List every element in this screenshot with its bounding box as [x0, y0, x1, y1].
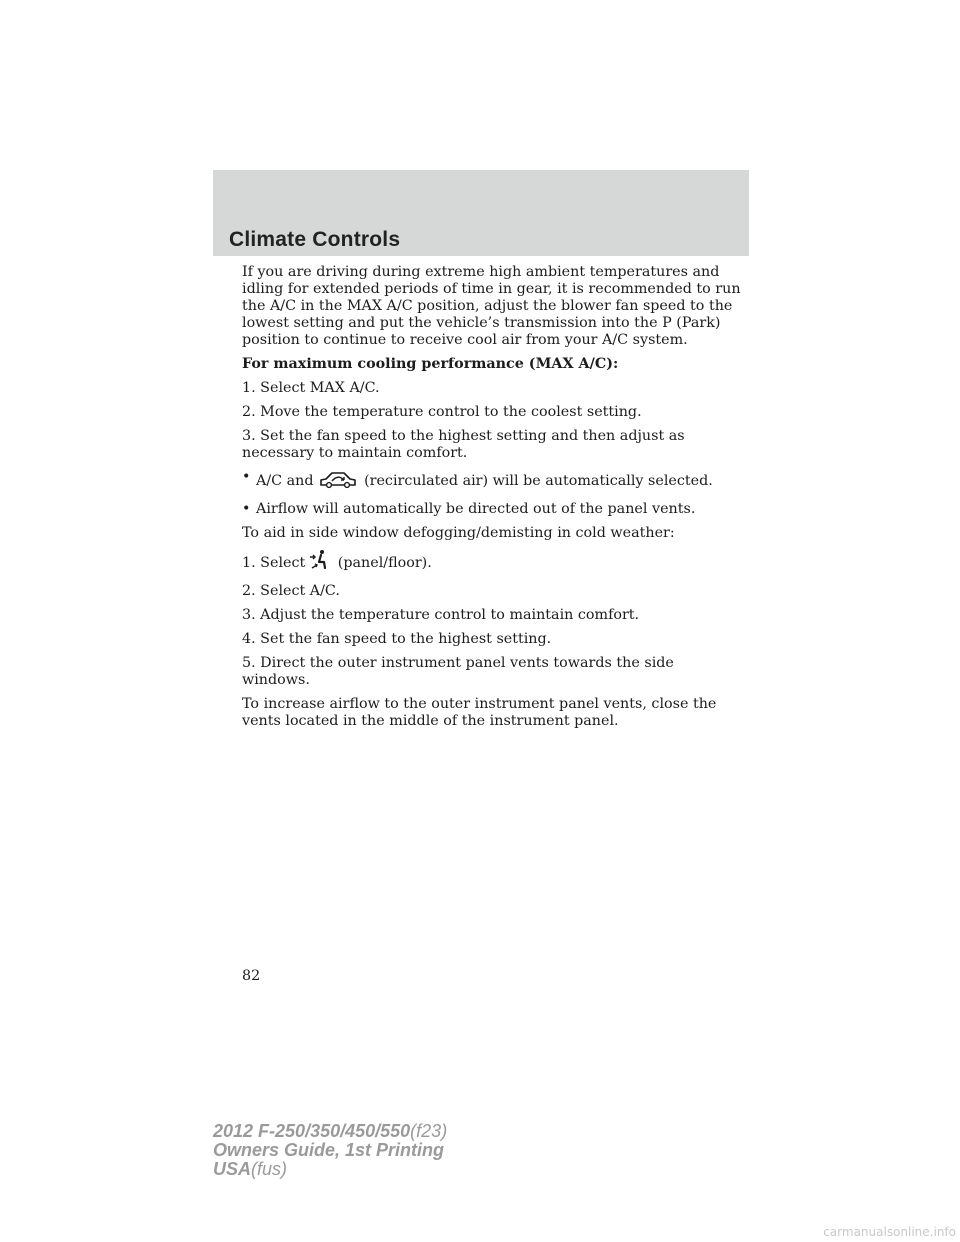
panel-floor-icon [309, 549, 331, 576]
max-step-3: 3. Set the fan speed to the highest setting and then adjust as necessary to maintain comfort. [242, 428, 685, 461]
max-step-2: 2. Move the temperature control to the coolest setting. [242, 404, 642, 420]
defog-step-1 [242, 549, 742, 576]
defog-heading: To aid in side window defogging/demisting in cold weather: [242, 525, 675, 541]
max-cooling-heading: For maximum cooling performance (MAX A/C): [242, 356, 619, 372]
recirculated-air-icon [318, 469, 358, 494]
document-footer [213, 1122, 447, 1179]
footer-line-1 [213, 1122, 447, 1141]
closing-paragraph: To increase airflow to the outer instrument panel vents, close the vents located in the middle of the instrument panel. [242, 696, 717, 729]
section-header-band [213, 170, 749, 256]
defog-step-1-before: 1. Select [242, 555, 306, 571]
defog-step-4: 4. Set the fan speed to the highest setting. [242, 631, 552, 647]
defog-step-5: 5. Direct the outer instrument panel vents towards the side windows. [242, 655, 674, 688]
bullet-dot: • [242, 501, 251, 517]
watermark-text: carmanualsonline.info [823, 1225, 956, 1239]
defog-step-1-after: (panel/floor). [337, 555, 432, 571]
page-number: 82 [242, 968, 261, 984]
defog-step-3: 3. Adjust the temperature control to maintain comfort. [242, 607, 640, 623]
footer-model-code: (f23) [410, 1121, 448, 1141]
page-content [242, 264, 742, 737]
bullet-dot: • [242, 469, 251, 485]
footer-model: 2012 F-250/350/450/550 [213, 1121, 411, 1141]
section-title: Climate Controls [229, 228, 401, 251]
footer-line-3 [213, 1160, 447, 1179]
bullet-recirculation [242, 469, 742, 494]
intro-paragraph: If you are driving during extreme high ambient temperatures and idling for extended periods of time in gear, it is recommended to run the A/C in the MAX A/C position, adjust the blower fan speed to the lowest setting and put the vehicle’s transmission into the P (Park) position to continue to receive cool air from your A/C system. [242, 264, 741, 348]
max-step-1: 1. Select MAX A/C. [242, 380, 380, 396]
footer-line-2: Owners Guide, 1st Printing [213, 1140, 445, 1160]
footer-region: USA [213, 1159, 252, 1179]
footer-region-code: (fus) [251, 1159, 288, 1179]
bullet-2-text: Airflow will automatically be directed out of the panel vents. [256, 501, 696, 517]
bullet-1-after: (recirculated air) will be automatically selected. [364, 473, 713, 489]
bullet-airflow [242, 501, 742, 518]
bullet-1-before: A/C and [256, 473, 314, 489]
defog-step-2: 2. Select A/C. [242, 583, 340, 599]
